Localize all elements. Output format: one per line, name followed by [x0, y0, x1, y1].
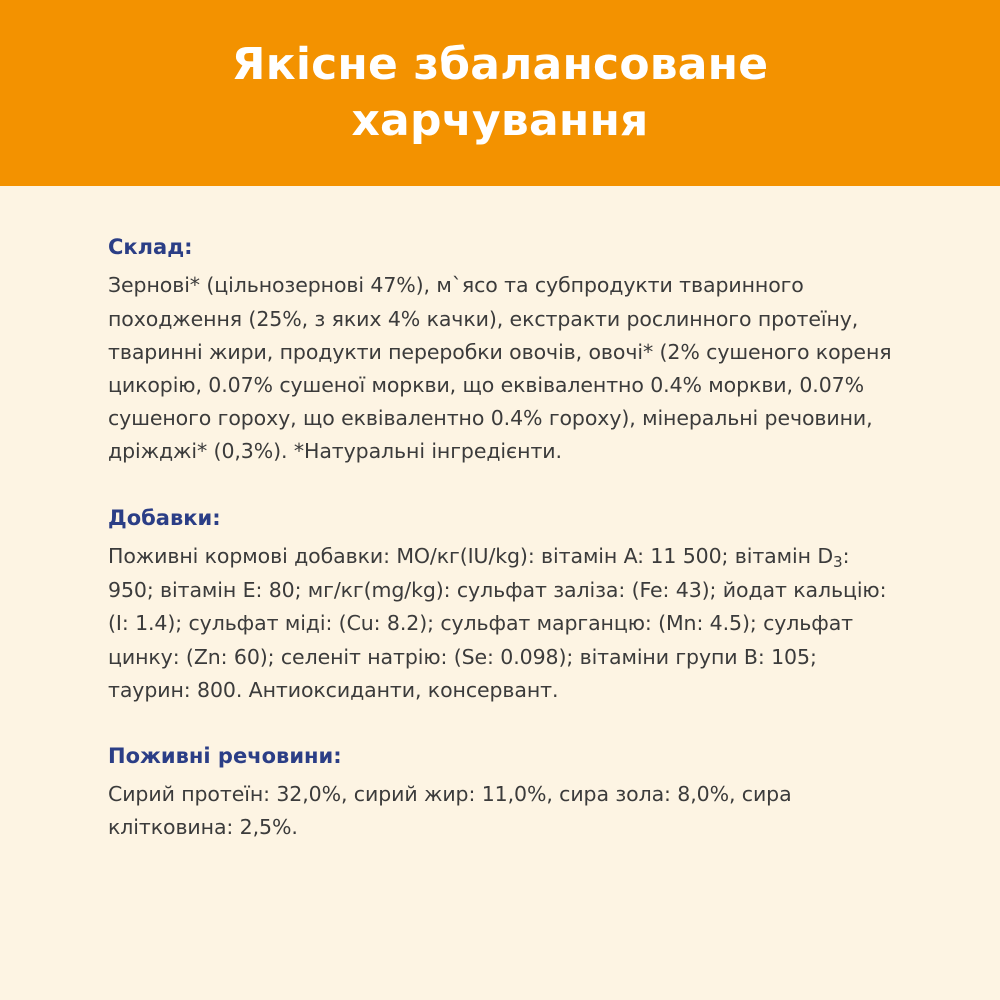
- section-additives: [108, 505, 892, 707]
- section-composition-heading: Склад:: [108, 235, 193, 259]
- section-nutrients-heading: Поживні речовини:: [108, 743, 342, 768]
- additives-text-part-1: Поживні кормові добавки: МО/кг(IU/kg): вітамін A: 11 500; вітамін D: [108, 543, 834, 568]
- section-additives-heading: Добавки:: [108, 505, 221, 530]
- section-additives-body: [108, 540, 892, 707]
- section-composition-body: Зернові* (цільнозернові 47%), м`ясо та субпродукти тваринного походження (25%, з яких 4% качки), екстракти рослинного протеїну, тваринні жири, продукти переробки овочів, овочі* (2% сушеного кореня цикорію, 0.07% сушеної моркви, що еквівалентно 0.4% моркви, 0.07% сушеного гороху, що еквівалентно 0.4% гороху), мінеральні речовини, дріжджі* (0,3%). *Натуральні інгредієнти.: [108, 273, 892, 464]
- section-composition: [108, 234, 892, 469]
- vitamin-d3-subscript: 3: [833, 552, 843, 571]
- section-nutrients: [108, 743, 892, 845]
- header-banner: [0, 0, 1000, 186]
- additives-text-part-2: : 950; вітамін E: 80; мг/кг(mg/kg): сульфат заліза: (Fe: 43); йодат кальцію: (I: 1.4); сульфат міді: (Cu: 8.2); сульфат марганцю: (Mn: 4.5); сульфат цинку: (Zn: 60); селеніт натрію: (Se: 0.098); вітаміни групи B: 105; таурин: 800. Антиоксиданти, консервант.: [108, 543, 887, 702]
- content-area: [0, 186, 1000, 845]
- section-nutrients-body: Сирий протеїн: 32,0%, сирий жир: 11,0%, сира зола: 8,0%, сира клітковина: 2,5%.: [108, 782, 792, 840]
- page-title: Якісне збалансоване харчування: [231, 38, 769, 146]
